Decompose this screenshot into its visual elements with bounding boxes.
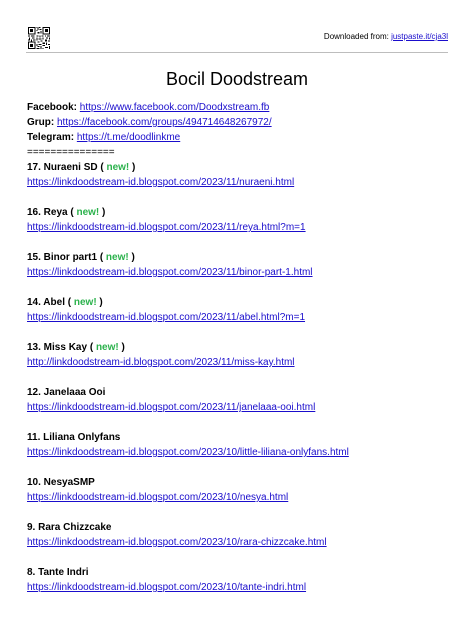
spacer: [27, 280, 447, 295]
new-badge: new!: [76, 207, 100, 218]
entry-link[interactable]: https://linkdoodstream-id.blogspot.com/2023/10/rara-chizzcake.html: [27, 537, 327, 548]
spacer: [27, 235, 447, 250]
new-close: ): [118, 342, 125, 353]
entry-title: [27, 205, 447, 220]
new-badge: new!: [95, 342, 119, 353]
spacer: [27, 415, 447, 430]
new-open: (: [89, 342, 96, 353]
entry-title: [27, 430, 447, 445]
spacer: [27, 460, 447, 475]
entry-link[interactable]: https://linkdoodstream-id.blogspot.com/2023/11/janelaaa-ooi.html: [27, 402, 316, 413]
spacer: [27, 505, 447, 520]
info-facebook: [27, 100, 447, 115]
entry-link[interactable]: http://linkdoodstream-id.blogspot.com/2023/11/miss-kay.html: [27, 357, 295, 368]
entry-title-text: 13. Miss Kay: [27, 342, 88, 353]
entry-title: [27, 565, 447, 580]
entry-title: [27, 385, 447, 400]
new-close: ): [99, 207, 106, 218]
source-link[interactable]: justpaste.it/cja3l: [391, 32, 448, 41]
info-label: Telegram:: [27, 132, 75, 143]
document-body: [27, 100, 447, 595]
entry-link[interactable]: https://linkdoodstream-id.blogspot.com/2023/11/reya.html?m=1: [27, 222, 306, 233]
page-title: Bocil Doodstream: [165, 69, 309, 89]
entry-title-text: 11. Liliana Onlyfans: [27, 432, 121, 443]
new-open: (: [99, 252, 106, 263]
entry-title: [27, 340, 447, 355]
downloaded-from-label: Downloaded from:: [323, 32, 389, 41]
spacer: [27, 190, 447, 205]
entry-title-text: 12. Janelaaa Ooi: [27, 387, 106, 398]
spacer: [27, 550, 447, 565]
entry-title: [27, 250, 447, 265]
new-close: ): [128, 252, 135, 263]
new-badge: new!: [105, 252, 129, 263]
entry-title-text: 16. Reya: [27, 207, 68, 218]
info-label: Grup:: [27, 117, 55, 128]
entry-title-text: 9. Rara Chizzcake: [27, 522, 112, 533]
entry-title-text: 14. Abel: [27, 297, 65, 308]
entry-title-text: 10. NesyaSMP: [27, 477, 95, 488]
new-open: (: [67, 297, 74, 308]
info-telegram: [27, 130, 447, 145]
new-open: (: [100, 162, 107, 173]
entry-title-text: 15. Binor part1: [27, 252, 98, 263]
entry-title-text: 17. Nuraeni SD: [27, 162, 98, 173]
new-badge: new!: [73, 297, 97, 308]
entry-link[interactable]: https://linkdoodstream-id.blogspot.com/2023/11/binor-part-1.html: [27, 267, 313, 278]
entry-title-text: 8. Tante Indri: [27, 567, 89, 578]
new-close: ): [96, 297, 103, 308]
spacer: [27, 325, 447, 340]
info-label: Facebook:: [27, 102, 78, 113]
entry-title: [27, 520, 447, 535]
new-badge: new!: [106, 162, 130, 173]
entry-title: [27, 160, 447, 175]
qr-code-icon: [28, 27, 50, 49]
entry-link[interactable]: https://linkdoodstream-id.blogspot.com/2023/10/nesya.html: [27, 492, 289, 503]
entry-link[interactable]: https://linkdoodstream-id.blogspot.com/2023/10/tante-indri.html: [27, 582, 307, 593]
new-close: ): [129, 162, 136, 173]
facebook-link[interactable]: https://www.facebook.com/Doodxstream.fb: [79, 102, 270, 113]
entry-link[interactable]: https://linkdoodstream-id.blogspot.com/2023/11/abel.html?m=1: [27, 312, 306, 323]
entry-link[interactable]: https://linkdoodstream-id.blogspot.com/2023/11/nuraeni.html: [27, 177, 295, 188]
spacer: [27, 370, 447, 385]
header-divider: [26, 52, 448, 53]
entry-title: [27, 475, 447, 490]
entry-link[interactable]: https://linkdoodstream-id.blogspot.com/2023/10/little-liliana-onlyfans.html: [27, 447, 349, 458]
telegram-link[interactable]: https://t.me/doodlinkme: [76, 132, 181, 143]
group-link[interactable]: https://facebook.com/groups/494714648267972/: [57, 117, 272, 128]
info-group: [27, 115, 447, 130]
downloaded-from: [324, 32, 448, 41]
entry-title: [27, 295, 447, 310]
new-open: (: [70, 207, 77, 218]
separator-line: ===============: [27, 147, 115, 158]
